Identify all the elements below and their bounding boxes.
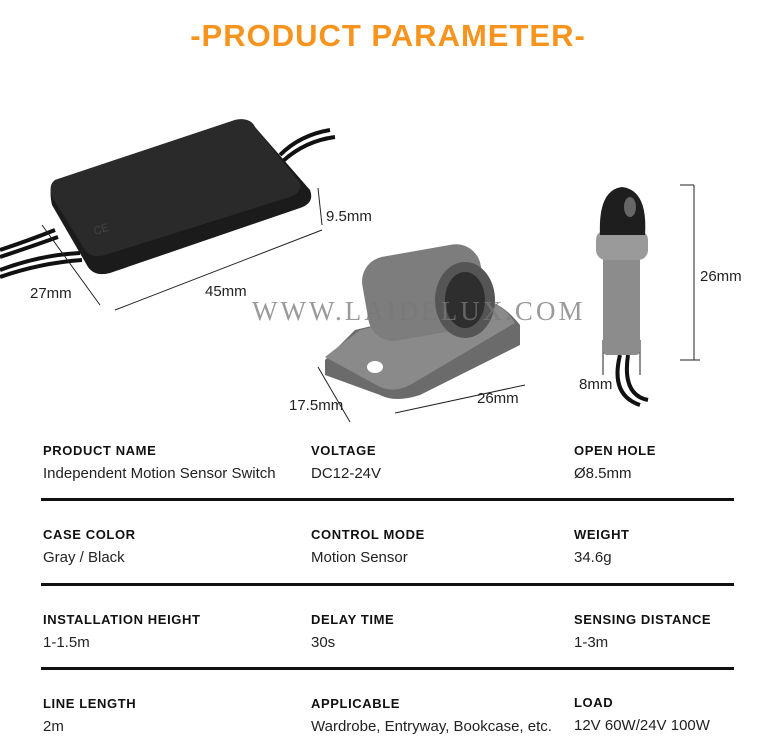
dim-base-length: 26mm xyxy=(477,390,519,407)
divider xyxy=(41,498,734,501)
divider xyxy=(41,667,734,670)
param-delay-time: DELAY TIME 30s xyxy=(311,612,395,651)
param-voltage: VOLTAGE DC12-24V xyxy=(311,443,382,482)
page-title: -PRODUCT PARAMETER- xyxy=(190,18,586,53)
divider xyxy=(41,583,734,586)
param-load: LOAD 12V 60W/24V 100W xyxy=(574,695,710,734)
param-line-length: LINE LENGTH 2m xyxy=(43,696,137,735)
param-weight: WEIGHT 34.6g xyxy=(574,527,630,566)
dim-sensor-diameter: 8mm xyxy=(579,376,613,393)
param-installation-height: INSTALLATION HEIGHT 1-1.5m xyxy=(43,612,201,651)
param-open-hole: OPEN HOLE Ø8.5mm xyxy=(574,443,656,482)
param-control-mode: CONTROL MODE Motion Sensor xyxy=(311,527,425,566)
dim-box-length: 45mm xyxy=(205,283,247,300)
product-illustration xyxy=(0,95,776,425)
product-images xyxy=(0,95,776,425)
param-product-name: PRODUCT NAME Independent Motion Sensor Switch xyxy=(43,443,276,482)
dim-base-width: 17.5mm xyxy=(289,397,344,414)
dim-box-height: 9.5mm xyxy=(326,208,372,225)
param-case-color: CASE COLOR Gray / Black xyxy=(43,527,136,566)
param-sensing-distance: SENSING DISTANCE 1-3m xyxy=(574,612,712,651)
svg-text:CE: CE xyxy=(92,221,111,238)
watermark: WWW.LAIDELUX.COM xyxy=(252,296,586,326)
param-applicable: APPLICABLE Wardrobe, Entryway, Bookcase, etc. xyxy=(311,696,552,735)
dim-sensor-height: 26mm xyxy=(700,268,742,285)
controller-box xyxy=(51,119,312,274)
dim-box-width: 27mm xyxy=(30,285,72,302)
